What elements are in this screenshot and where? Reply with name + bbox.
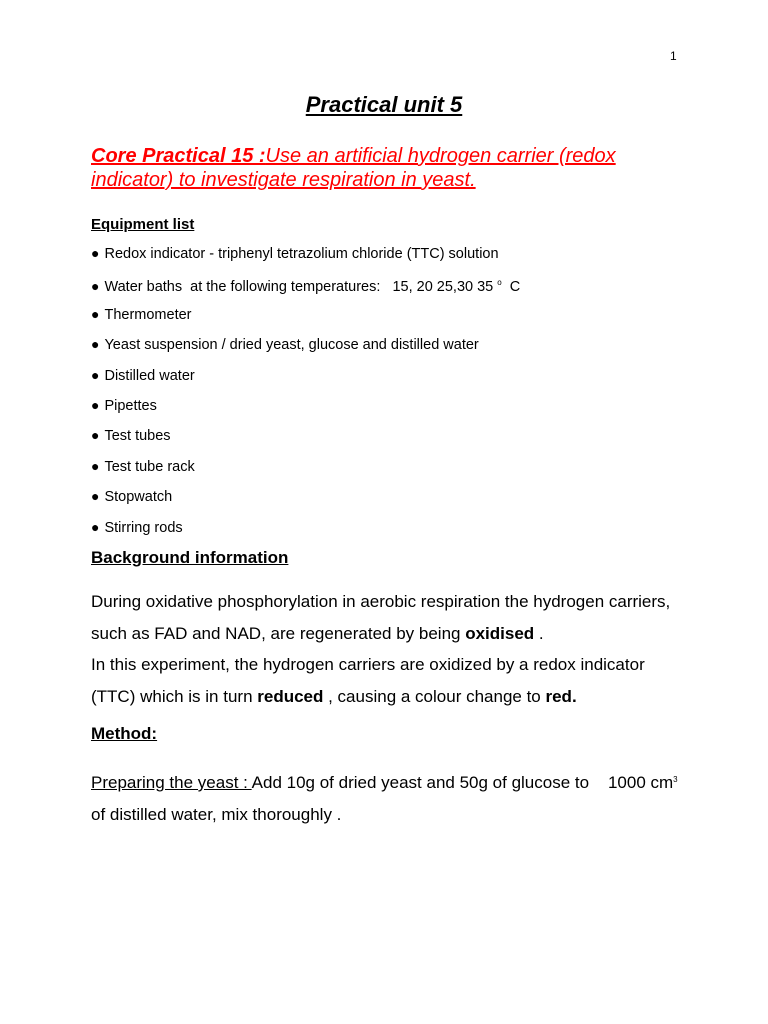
list-item bbox=[91, 242, 520, 272]
list-item bbox=[91, 303, 520, 333]
background-paragraph-1 bbox=[91, 586, 691, 649]
background-paragraph-2 bbox=[91, 649, 691, 712]
list-item-text: Redox indicator - triphenyl tetrazolium chloride (TTC) solution bbox=[104, 246, 499, 262]
list-item-text: Test tubes bbox=[104, 428, 171, 445]
bullet-icon: ● bbox=[91, 366, 100, 383]
superscript-3: 3 bbox=[673, 775, 678, 784]
list-item-text: Test tube rack bbox=[104, 458, 195, 475]
preparing-yeast-label: Preparing the yeast : bbox=[91, 773, 252, 792]
list-item-text: Water baths at the following temperatures: 15, 20 25,30 35 bbox=[104, 279, 498, 296]
list-item bbox=[91, 333, 520, 363]
list-item bbox=[91, 455, 520, 485]
list-item bbox=[91, 485, 520, 515]
paragraph-text: In this experiment, the hydrogen carriers are oxidized by a redox indicator (TTC) which is in turn bbox=[91, 655, 645, 706]
paragraph-text: Add 10g of dried yeast and 50g of glucose to 1000 cm bbox=[251, 773, 674, 792]
bullet-icon: ● bbox=[91, 336, 100, 353]
core-practical-heading bbox=[91, 144, 691, 192]
keyword-red: red. bbox=[545, 686, 577, 706]
method-heading: Method: bbox=[91, 724, 158, 743]
bullet-icon: ● bbox=[91, 427, 100, 444]
bullet-icon: ● bbox=[91, 457, 100, 474]
list-item bbox=[91, 516, 520, 546]
bullet-icon: ● bbox=[91, 488, 100, 505]
degree-symbol: o bbox=[497, 278, 502, 288]
list-item-text: Stopwatch bbox=[104, 489, 173, 506]
equipment-heading: Equipment list bbox=[91, 216, 195, 233]
page-number: 1 bbox=[670, 49, 677, 63]
keyword-reduced: reduced bbox=[257, 686, 324, 706]
bullet-icon: ● bbox=[91, 245, 100, 261]
list-item-text: Stirring rods bbox=[104, 519, 183, 536]
temperature-unit: C bbox=[501, 279, 521, 296]
paragraph-text: During oxidative phosphorylation in aerobic respiration the hydrogen carriers, such as FAD and NAD, are regenerated by being bbox=[91, 592, 671, 643]
core-practical-label: Core Practical 15 : bbox=[91, 145, 266, 167]
background-text bbox=[91, 586, 691, 712]
keyword-oxidised: oxidised bbox=[465, 623, 535, 643]
list-item bbox=[91, 272, 520, 302]
equipment-list bbox=[91, 242, 520, 546]
list-item bbox=[91, 394, 520, 424]
list-item-text: Yeast suspension / dried yeast, glucose and distilled water bbox=[104, 337, 479, 354]
list-item-text: Pipettes bbox=[104, 397, 157, 414]
list-item bbox=[91, 364, 520, 394]
list-item-text: Thermometer bbox=[104, 306, 192, 323]
list-item-text: Distilled water bbox=[104, 367, 195, 384]
paragraph-text: of distilled water, mix thoroughly . bbox=[91, 773, 688, 824]
list-item bbox=[91, 424, 520, 454]
bullet-icon: ● bbox=[91, 518, 100, 535]
paragraph-text: . bbox=[534, 623, 544, 643]
paragraph-text: , causing a colour change to bbox=[323, 686, 546, 706]
core-practical-text: Use an artificial hydrogen carrier (redox indicator) to investigate respiration in yeast. bbox=[91, 145, 616, 191]
preparing-yeast-paragraph bbox=[91, 764, 691, 831]
page-title: Practical unit 5 bbox=[305, 92, 463, 117]
bullet-icon: ● bbox=[91, 278, 100, 295]
bullet-icon: ● bbox=[91, 396, 100, 413]
background-heading: Background information bbox=[91, 548, 289, 567]
bullet-icon: ● bbox=[91, 305, 100, 322]
